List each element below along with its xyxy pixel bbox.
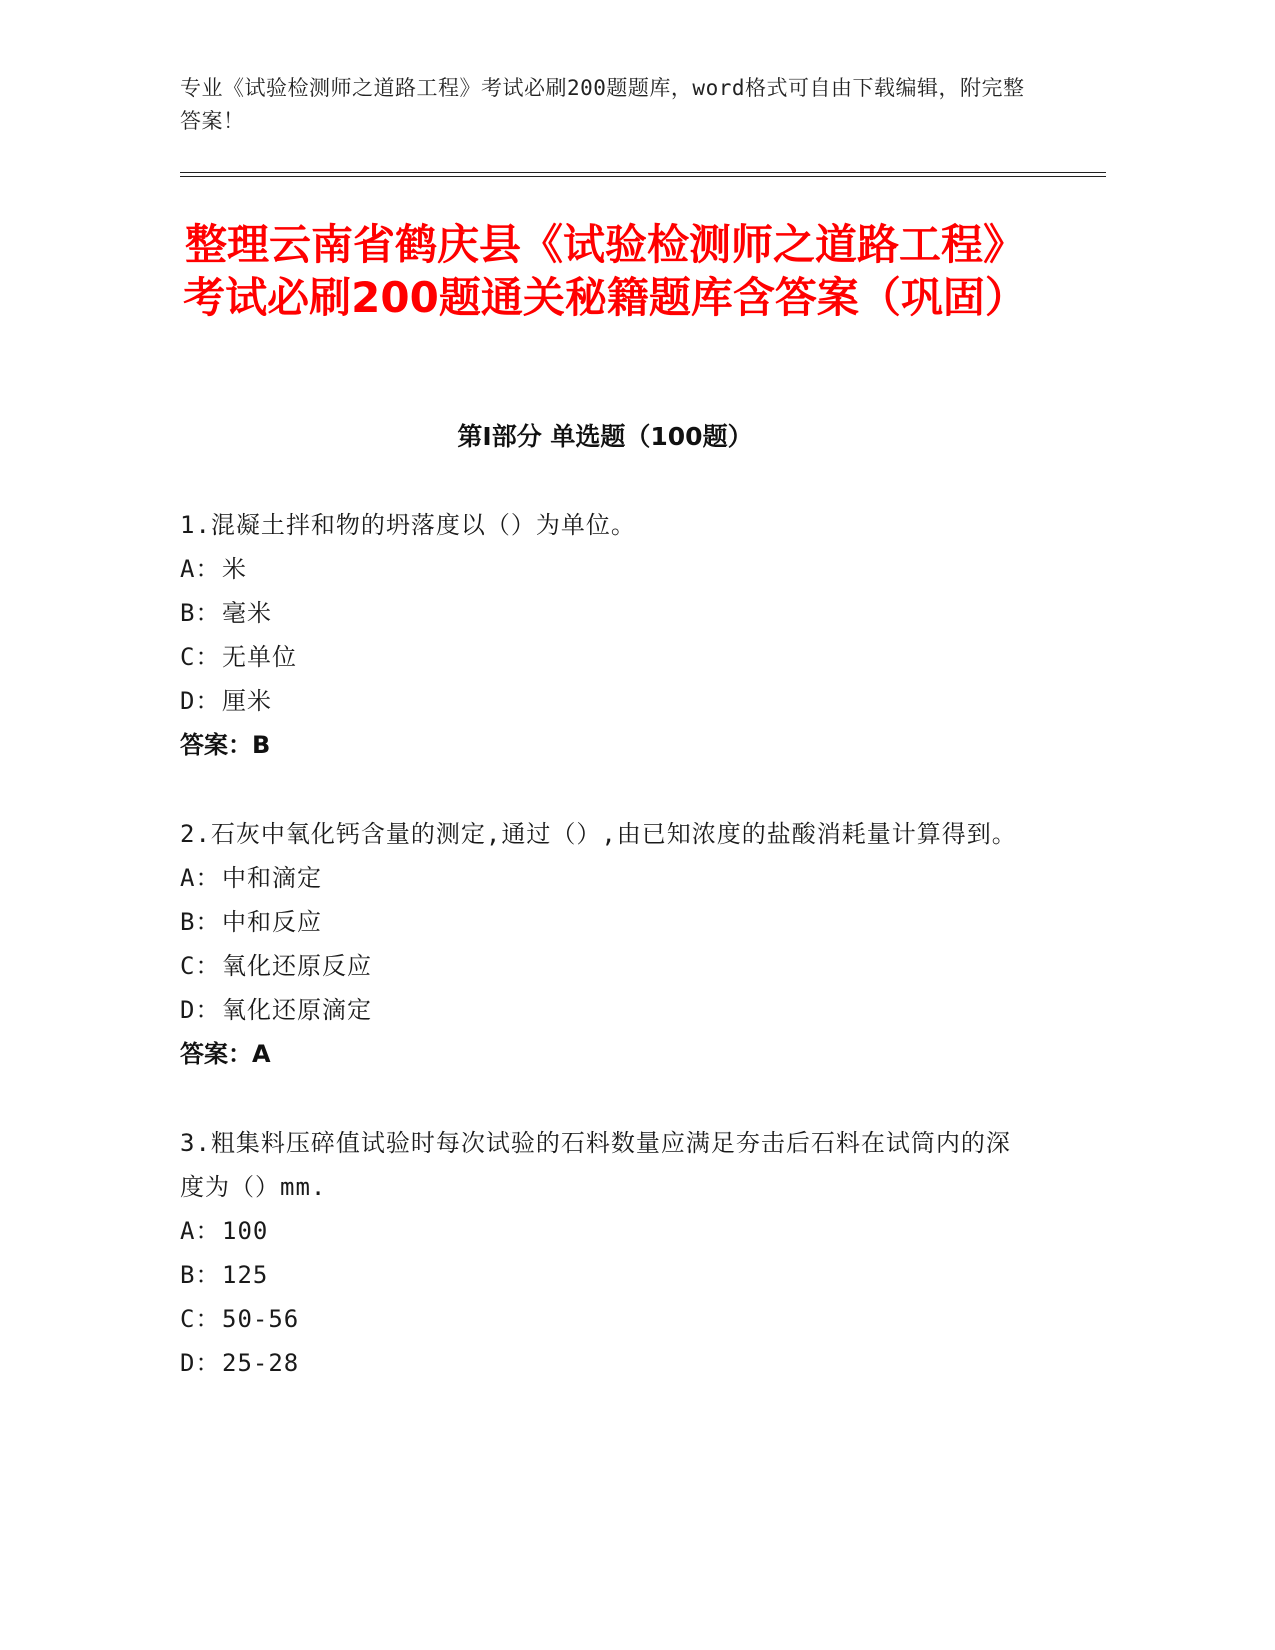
option-c xyxy=(180,1297,1020,1341)
answer-prefix: 答案： xyxy=(180,731,252,759)
option-text: 50-56 xyxy=(222,1305,300,1333)
question-text: 粗集料压碎值试验时每次试验的石料数量应满足夯击后石料在试筒内的深度为（）mm. xyxy=(180,1129,1011,1201)
header-rule-bottom xyxy=(180,176,1106,177)
option-key: B： xyxy=(180,908,221,936)
option-text: 25-28 xyxy=(222,1349,300,1377)
question-stem xyxy=(180,812,1020,856)
question-number: 2. xyxy=(180,820,211,848)
option-key: D： xyxy=(180,687,221,715)
option-text: 125 xyxy=(222,1261,269,1289)
question-text: 石灰中氧化钙含量的测定,通过（）,由已知浓度的盐酸消耗量计算得到。 xyxy=(210,820,1017,848)
option-d xyxy=(180,1341,1020,1385)
option-a xyxy=(180,856,1020,900)
question-list xyxy=(180,503,1020,1385)
option-text: 100 xyxy=(222,1217,269,1245)
option-b xyxy=(180,1253,1020,1297)
option-key: B： xyxy=(180,1261,221,1289)
option-text: 厘米 xyxy=(222,687,272,715)
document-title: 整理云南省鹤庆县《试验检测师之道路工程》考试必刷200题通关秘籍题库含答案（巩固） xyxy=(183,220,1027,322)
option-d xyxy=(180,988,1020,1032)
option-text: 氧化还原反应 xyxy=(222,952,372,980)
option-key: A： xyxy=(180,555,221,583)
question-number: 1. xyxy=(180,511,211,539)
header-note: 专业《试验检测师之道路工程》考试必刷200题题库，word格式可自由下载编辑，附完整答案！ xyxy=(180,76,1025,133)
option-key: C： xyxy=(180,643,221,671)
option-key: C： xyxy=(180,952,221,980)
question-stem xyxy=(180,1121,1020,1209)
option-b xyxy=(180,900,1020,944)
question-number: 3. xyxy=(180,1129,211,1157)
option-key: D： xyxy=(180,1349,221,1377)
answer-prefix: 答案： xyxy=(180,1040,252,1068)
option-key: D： xyxy=(180,996,221,1024)
header-rule-top xyxy=(180,172,1106,173)
question-stem xyxy=(180,503,1020,547)
option-key: A： xyxy=(180,864,221,892)
option-key: C： xyxy=(180,1305,221,1333)
option-text: 中和反应 xyxy=(222,908,322,936)
option-c xyxy=(180,944,1020,988)
section-heading: 第Ⅰ部分 单选题（100题） xyxy=(457,422,753,451)
option-key: A： xyxy=(180,1217,221,1245)
question-text: 混凝土拌和物的坍落度以（）为单位。 xyxy=(210,511,636,539)
question-1 xyxy=(180,503,1020,767)
option-key: B： xyxy=(180,599,221,627)
answer-line xyxy=(180,723,1020,767)
option-text: 氧化还原滴定 xyxy=(222,996,372,1024)
answer-value: A xyxy=(252,1040,271,1068)
option-b xyxy=(180,591,1020,635)
answer-value: B xyxy=(252,731,271,759)
option-text: 米 xyxy=(222,555,247,583)
option-text: 中和滴定 xyxy=(222,864,322,892)
option-a xyxy=(180,1209,1020,1253)
answer-line xyxy=(180,1032,1020,1076)
question-3 xyxy=(180,1121,1020,1385)
option-d xyxy=(180,679,1020,723)
option-text: 无单位 xyxy=(222,643,297,671)
option-c xyxy=(180,635,1020,679)
option-a xyxy=(180,547,1020,591)
question-2 xyxy=(180,812,1020,1076)
option-text: 毫米 xyxy=(222,599,272,627)
